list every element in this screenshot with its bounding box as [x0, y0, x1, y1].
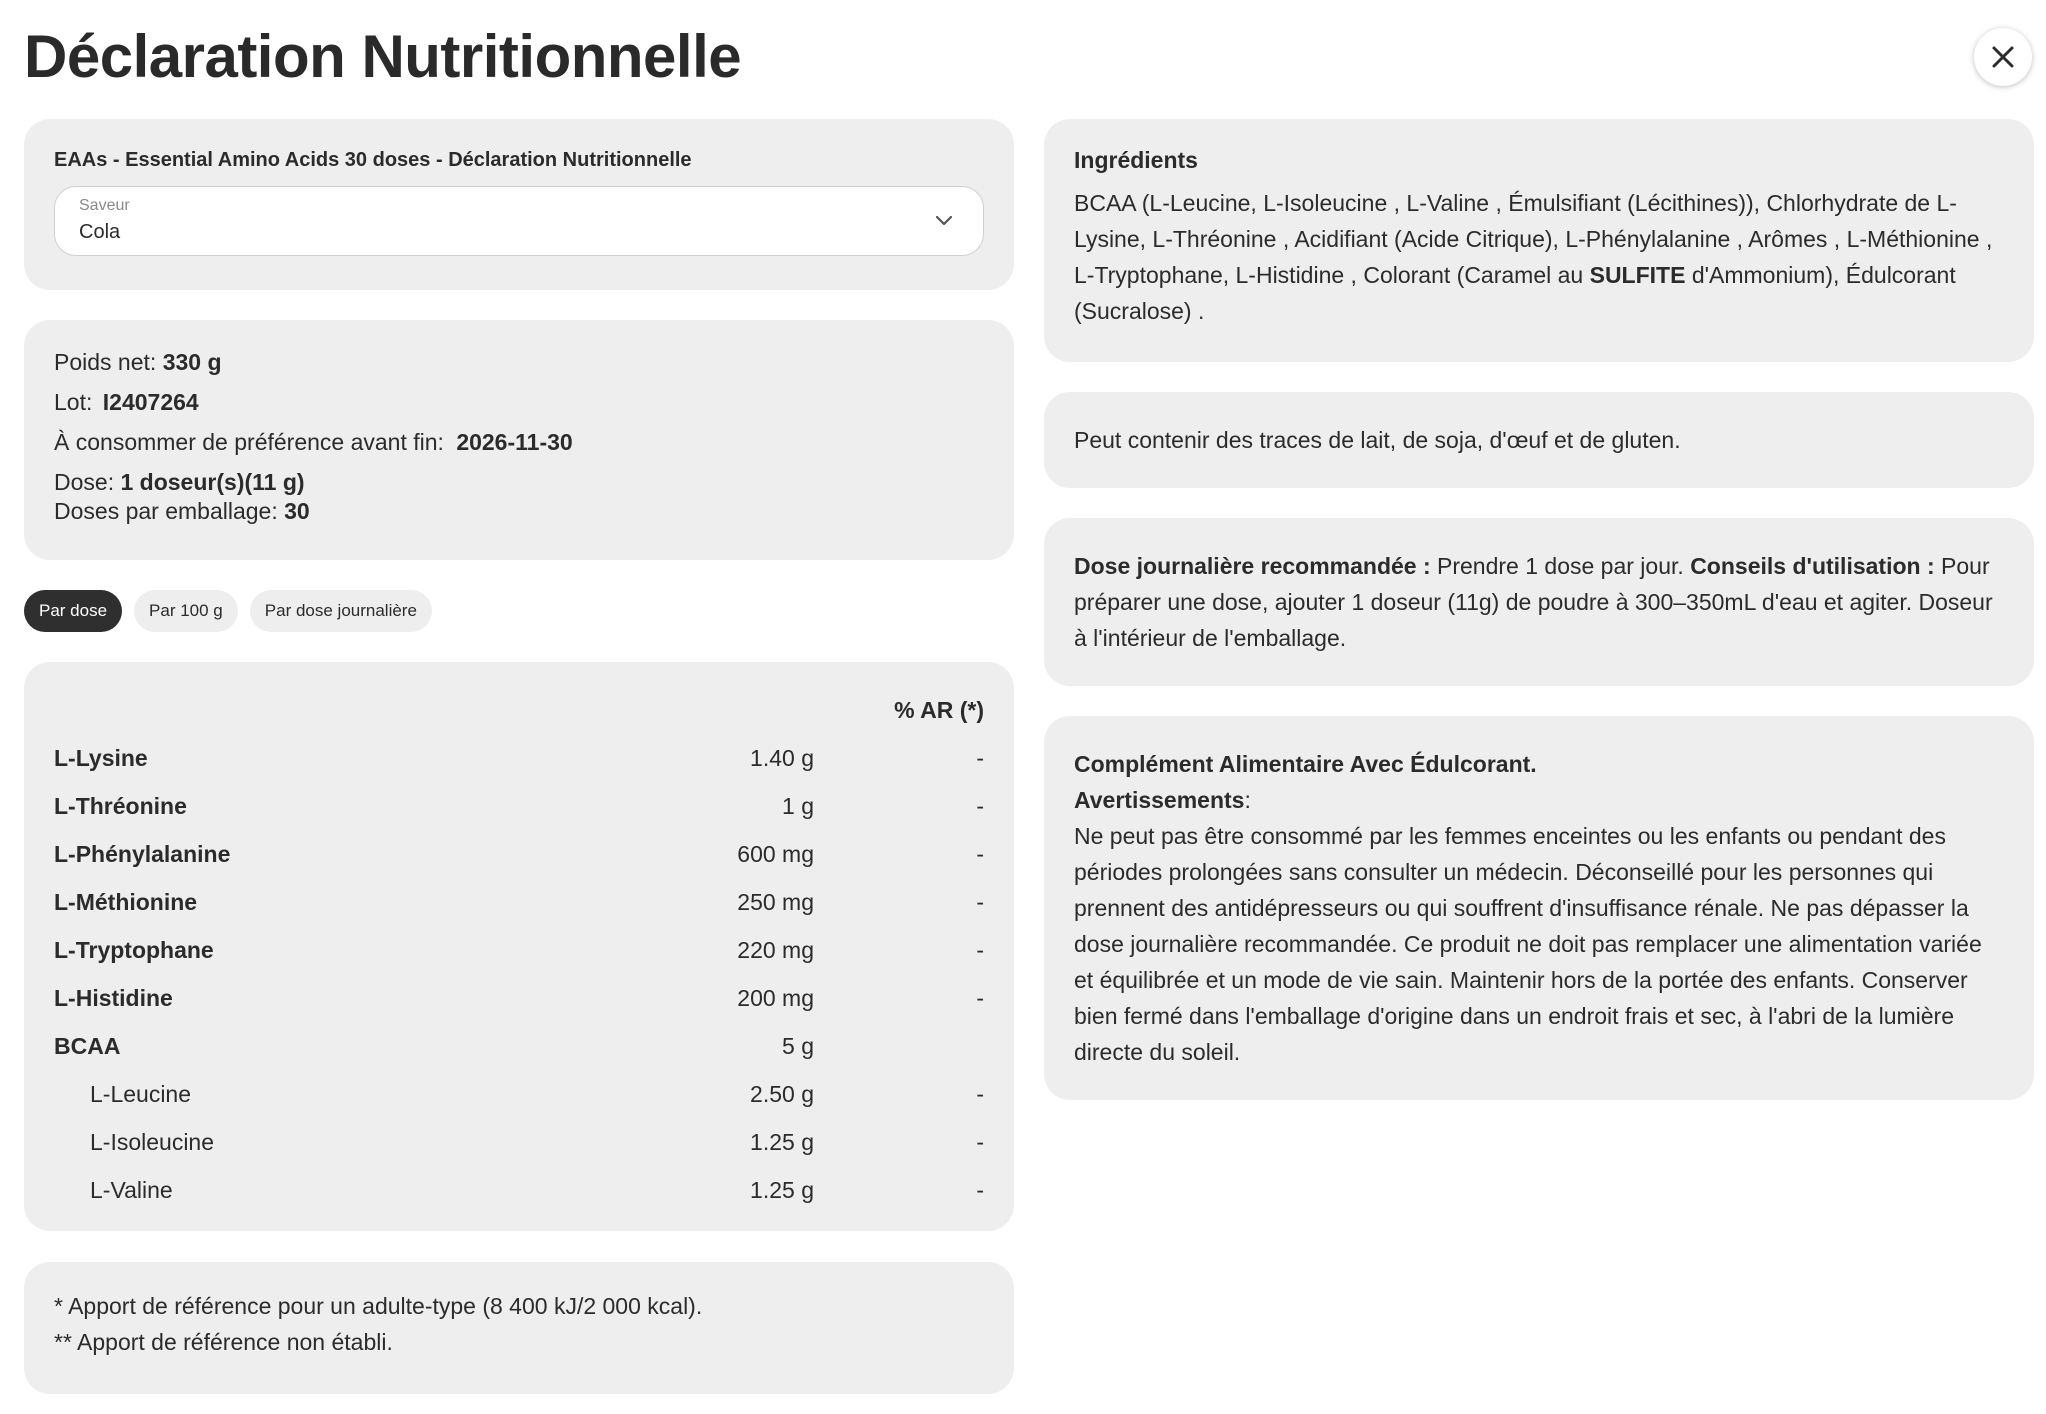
- allergen-sulfite: SULFITE: [1589, 262, 1686, 288]
- table-header-row: [54, 686, 984, 734]
- lot: [54, 382, 984, 422]
- nutrient-ar: -: [976, 936, 984, 963]
- nutrient-name: BCAA: [54, 1032, 121, 1059]
- product-card: [24, 119, 1014, 290]
- nutrient-name: L-Tryptophane: [54, 936, 214, 963]
- lot-value: I2407264: [102, 389, 199, 415]
- ingredients-title: Ingrédients: [1074, 147, 1198, 173]
- tab-per-dose[interactable]: Par dose: [24, 590, 122, 632]
- doses-per-pack: [54, 497, 984, 526]
- tab-per-daily-dose[interactable]: Par dose journalière: [250, 590, 432, 632]
- net-weight: [54, 342, 984, 382]
- nutrient-ar: -: [976, 1080, 984, 1107]
- table-row: [54, 782, 984, 830]
- table-row: [54, 974, 984, 1022]
- nutrient-ar: -: [976, 1128, 984, 1155]
- nutrient-name: L-Thréonine: [54, 792, 187, 819]
- ingredients-text-part: BCAA (L-Leucine, L-Isoleucine , L-Valine , Émulsifiant (Lécithines)), Chlorhydrate de L-Lysine, L-Thréonine , Acidifiant (Acide Citrique), L-Phénylalanine , Arômes , L-Méthionine , L-Tryptophane, L-Histidine , Colorant (Caramel au: [1074, 190, 1993, 288]
- warnings-label-line: [1074, 782, 2004, 818]
- warnings-label: Avertissements: [1074, 787, 1245, 813]
- usage-text: [1074, 548, 2004, 656]
- close-icon: [1991, 45, 2015, 69]
- product-info-card: [24, 320, 1014, 560]
- nutrition-card: [24, 662, 1014, 1231]
- footnote-not-established: ** Apport de référence non établi.: [54, 1329, 393, 1355]
- flavor-label: Saveur: [79, 197, 130, 214]
- warnings-text: Ne peut pas être consommé par les femmes enceintes ou les enfants ou pendant des périodes prolongées sans consulter un médecin. Déconseillé pour les personnes qui prennent des antidépresseurs ou qui souffrent d'insuffisance rénale. Ne pas dépasser la dose journalière recommandée. Ce produit ne doit pas remplacer une alimentation variée et équilibrée et un mode de vie sain. Maintenir hors de la portée des enfants. Conserver bien fermé dans l'emballage d'origine dans un endroit frais et sec, à l'abri de la lumière directe du soleil.: [1074, 823, 1982, 1065]
- ar-header: % AR (*): [894, 696, 984, 723]
- nutrient-name: L-Méthionine: [54, 888, 198, 915]
- doses-per-pack-label: Doses par emballage:: [54, 498, 278, 524]
- nutrient-ar: -: [976, 888, 984, 915]
- ingredients-card: [1044, 119, 2034, 362]
- table-row: [54, 878, 984, 926]
- daily-dose-label: Dose journalière recommandée :: [1074, 553, 1431, 579]
- warnings-card: [1044, 716, 2034, 1100]
- allergens-card: [1044, 392, 2034, 488]
- footnotes-card: [24, 1262, 1014, 1394]
- table-row: [54, 926, 984, 974]
- nutrient-amount: 250 mg: [737, 888, 814, 915]
- table-row: [54, 830, 984, 878]
- usage-card: [1044, 518, 2034, 686]
- flavor-value: Cola: [79, 221, 121, 243]
- usage-advice-label: Conseils d'utilisation :: [1690, 553, 1935, 579]
- lot-label: Lot:: [54, 389, 93, 415]
- nutrient-name: L-Lysine: [54, 744, 148, 771]
- flavor-select[interactable]: [54, 186, 984, 256]
- ingredients-text: [1074, 185, 2004, 329]
- table-row: [54, 1070, 984, 1118]
- net-weight-value: 330 g: [162, 349, 222, 375]
- nutrient-name: L-Phénylalanine: [54, 840, 231, 867]
- best-before-value: 2026-11-30: [456, 429, 573, 455]
- serving-tabs: [24, 590, 432, 632]
- usage-advice-text: Pour préparer une dose, ajouter 1 doseur (11g) de poudre à 300–350mL d'eau et agiter. Doseur à l'intérieur de l'emballage.: [1074, 553, 1993, 651]
- nutrition-table: [54, 686, 984, 1214]
- nutrient-name: L-Histidine: [54, 984, 173, 1011]
- nutrient-amount: 1 g: [782, 792, 814, 819]
- supplement-heading: Complément Alimentaire Avec Édulcorant.: [1074, 751, 1537, 777]
- nutrient-name: L-Leucine: [90, 1080, 192, 1107]
- table-row: [54, 1166, 984, 1214]
- footnote-reference: * Apport de référence pour un adulte-type (8 400 kJ/2 000 kcal).: [54, 1293, 703, 1319]
- doses-per-pack-value: 30: [284, 498, 310, 524]
- best-before-label: À consommer de préférence avant fin:: [54, 429, 444, 455]
- nutrient-amount: 2.50 g: [750, 1080, 814, 1107]
- nutrient-ar: -: [976, 744, 984, 771]
- ingredients-text-part: d'Ammonium), Édulcorant (Sucralose) .: [1074, 262, 1956, 324]
- nutrient-amount: 200 mg: [737, 984, 814, 1011]
- net-weight-label: Poids net:: [54, 349, 157, 375]
- table-row: [54, 734, 984, 782]
- product-title: EAAs - Essential Amino Acids 30 doses - Déclaration Nutritionnelle: [54, 149, 692, 171]
- close-button[interactable]: [1974, 28, 2032, 86]
- nutrient-amount: 220 mg: [737, 936, 814, 963]
- nutrient-name: L-Isoleucine: [90, 1128, 215, 1155]
- table-row: [54, 1022, 984, 1070]
- dose-label: Dose:: [54, 469, 115, 495]
- dose: [54, 468, 984, 497]
- dose-value: 1 doseur(s)(11 g): [120, 469, 305, 495]
- nutrient-amount: 600 mg: [737, 840, 814, 867]
- nutrient-ar: -: [976, 792, 984, 819]
- nutrient-amount: 1.40 g: [750, 744, 814, 771]
- table-row: [54, 1118, 984, 1166]
- nutrient-ar: [814, 1022, 984, 1070]
- tab-per-100g[interactable]: Par 100 g: [134, 590, 238, 632]
- page-title: Déclaration Nutritionnelle: [24, 23, 742, 90]
- warnings-colon: :: [1244, 787, 1251, 813]
- allergens-text: Peut contenir des traces de lait, de soja, d'œuf et de gluten.: [1074, 427, 1681, 453]
- nutrient-amount: 1.25 g: [750, 1128, 814, 1155]
- nutrient-amount: 5 g: [782, 1032, 814, 1059]
- nutrient-ar: -: [976, 1176, 984, 1203]
- nutrient-amount: 1.25 g: [750, 1176, 814, 1203]
- nutrient-ar: -: [976, 840, 984, 867]
- chevron-down-icon: [933, 209, 955, 231]
- best-before: [54, 422, 984, 462]
- nutrient-ar: -: [976, 984, 984, 1011]
- nutrient-name: L-Valine: [90, 1176, 173, 1203]
- daily-dose-text: Prendre 1 dose par jour.: [1430, 553, 1691, 579]
